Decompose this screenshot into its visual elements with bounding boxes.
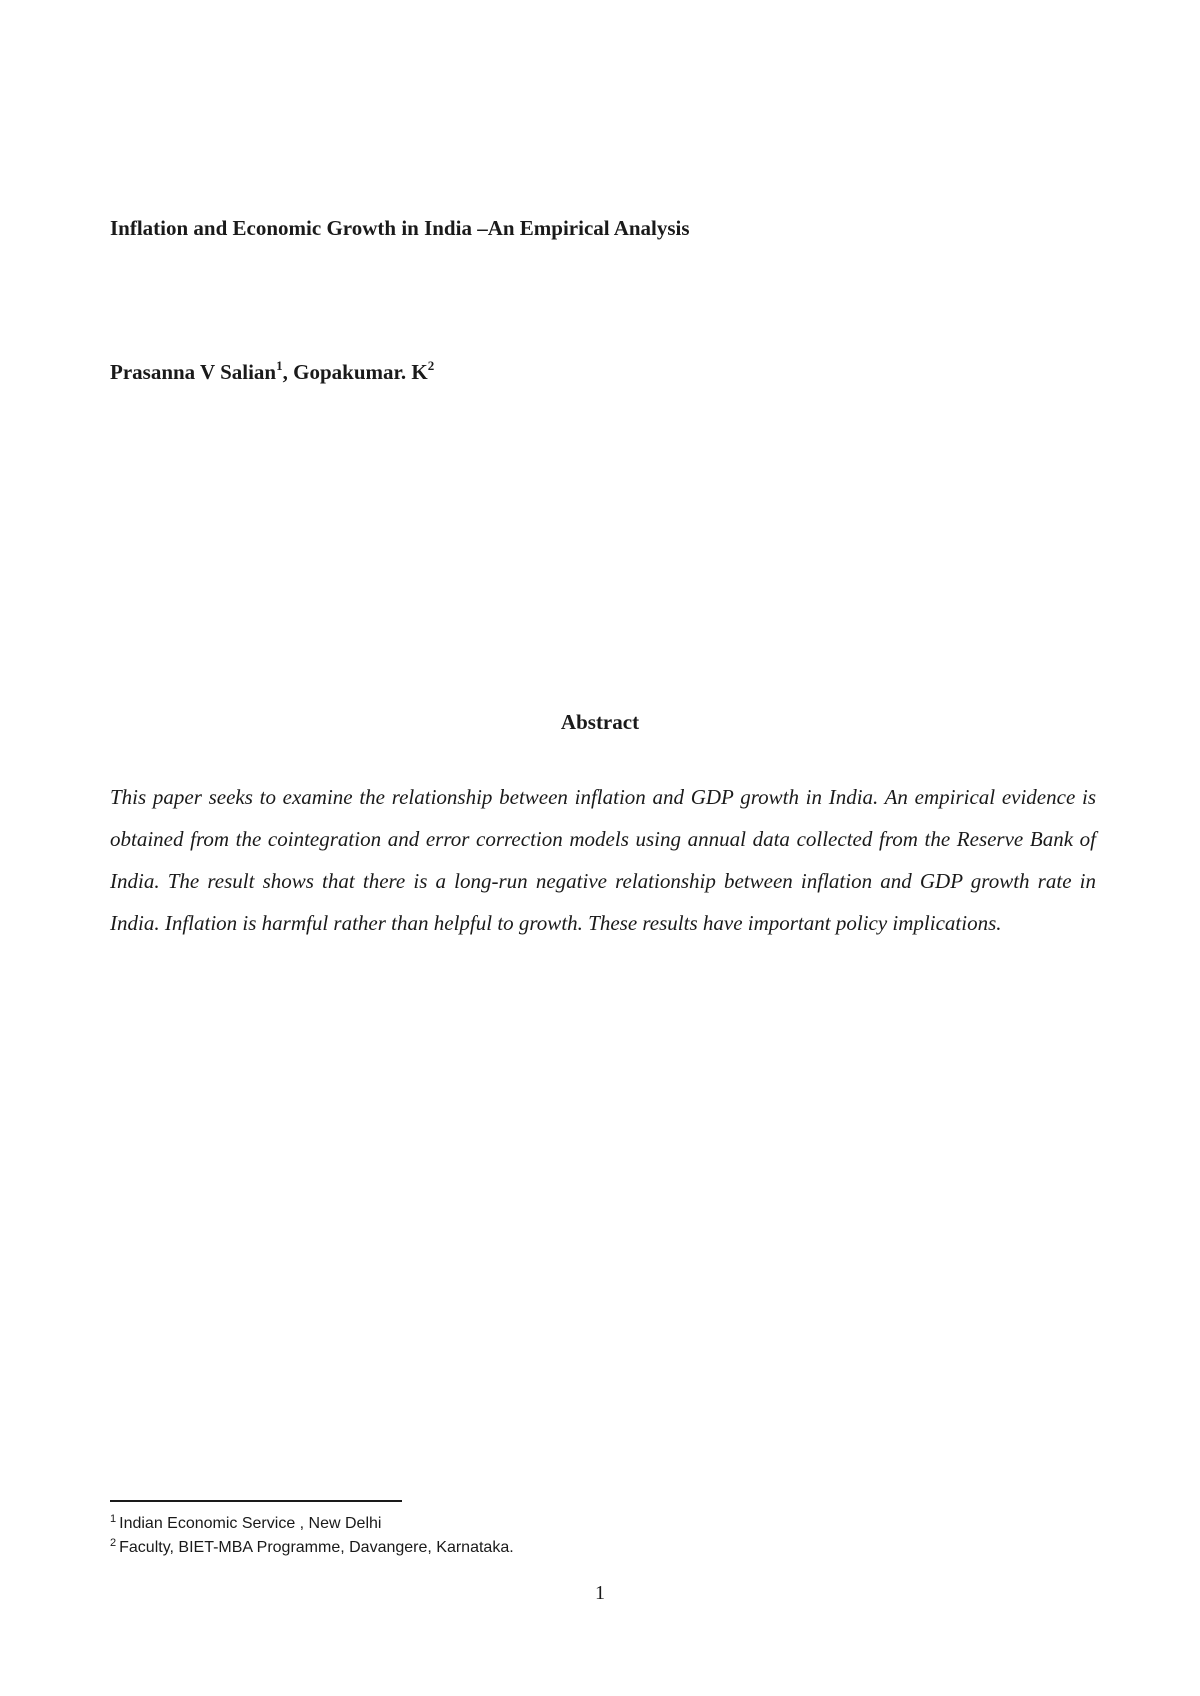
footnote-text: Faculty, BIET-MBA Programme, Davangere, Karnataka. (119, 1539, 514, 1556)
author-name: Gopakumar. K (293, 360, 428, 384)
footnote (110, 1512, 514, 1536)
footnote-text: Indian Economic Service , New Delhi (119, 1515, 382, 1532)
footnote (110, 1536, 514, 1560)
paper-title: Inflation and Economic Growth in India –An Empirical Analysis (110, 216, 690, 240)
footnotes (110, 1512, 514, 1560)
author-line (110, 360, 434, 385)
page-number: 1 (595, 1582, 605, 1604)
footnote-mark: 2 (110, 1537, 117, 1549)
abstract-heading: Abstract (560, 710, 640, 734)
author-footnote-mark: 1 (276, 358, 283, 373)
footnote-mark: 1 (110, 1513, 117, 1525)
author-footnote-mark: 2 (427, 358, 435, 373)
abstract-text: This paper seeks to examine the relationship between inflation and GDP growth in India. An empirical evidence is obtained from the cointegration and error correction models using annual data collected from the Reserve Bank of India. The result shows that there is a long-run negative relationship between inflation and GDP growth rate in India. Inflation is harmful rather than helpful to growth. These results have important policy implications. (110, 785, 1096, 935)
author-name: Prasanna V Salian (110, 360, 277, 384)
footnote-divider (110, 1500, 402, 1502)
author-separator: , (282, 360, 294, 384)
